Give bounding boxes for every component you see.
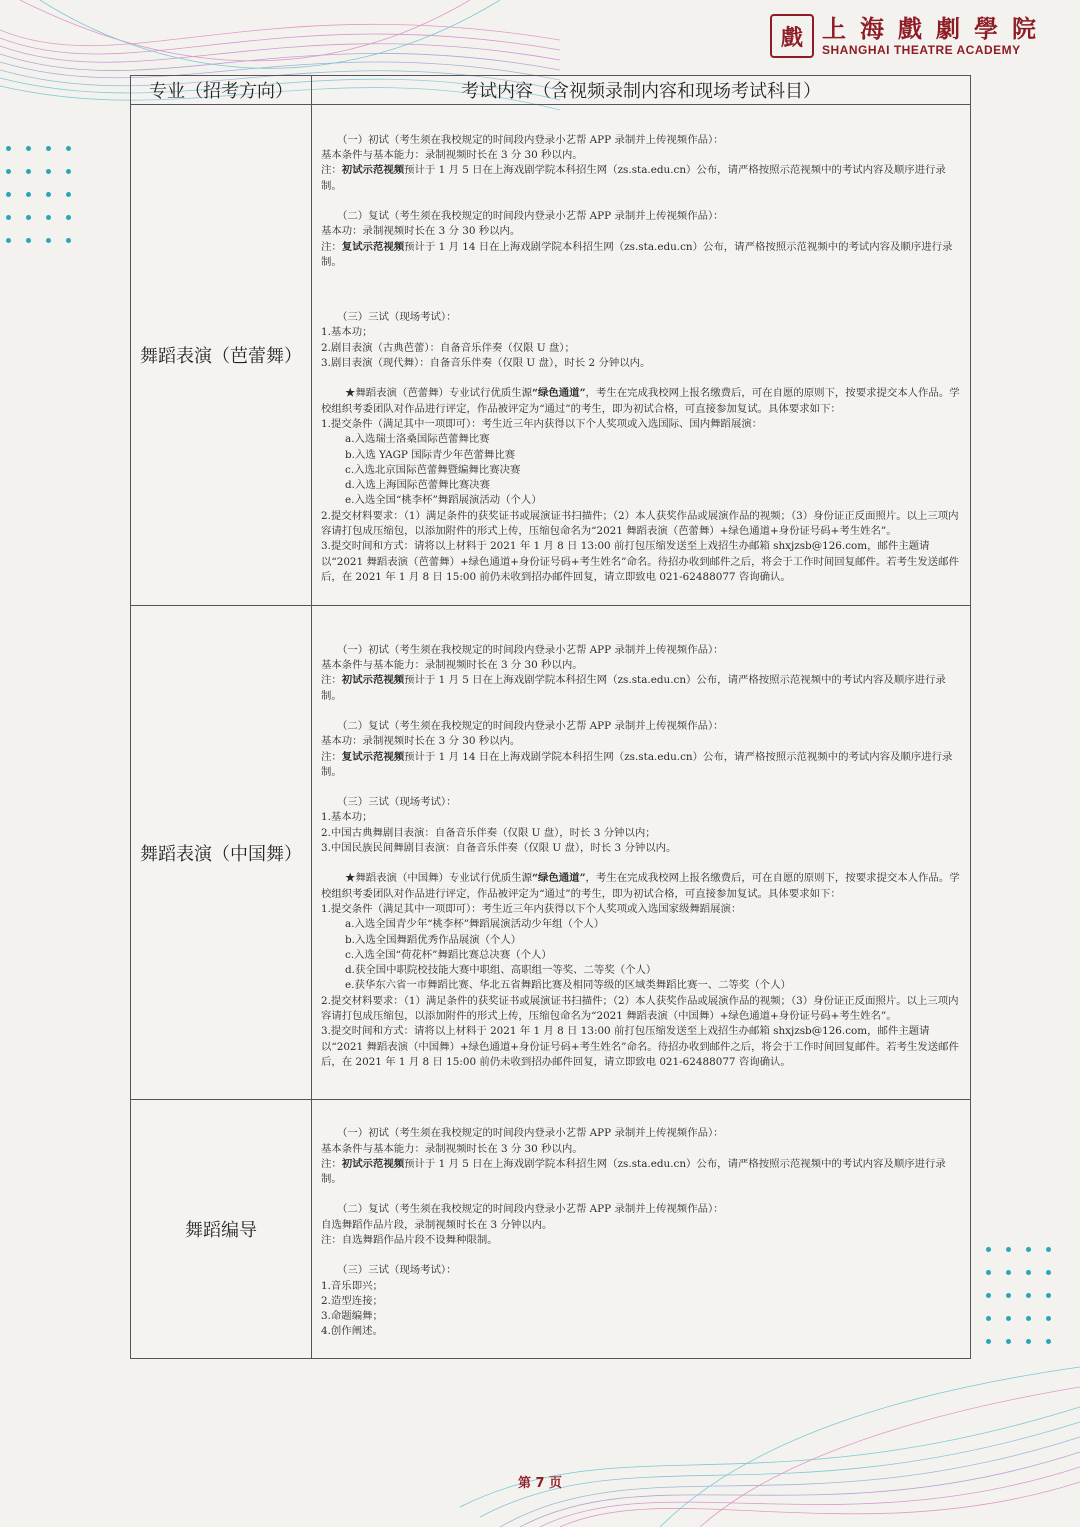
logo-seal-icon: 戲 xyxy=(770,14,814,58)
exam-content xyxy=(312,1100,971,1359)
round-3: （三）三试（现场考试）： 1.基本功； 2.剧目表演（古典芭蕾）：自备音乐伴奏（仅限 U 盘）； 3.剧目表演（现代舞）：自备音乐伴奏（仅限 U 盘），时长 2 分钟以内。 xyxy=(321,311,651,370)
round-1: （一）初试（考生须在我校规定的时间段内登录小艺帮 APP 录制并上传视频作品）： 基本条件与基本能力：录制视频时长在 3 分 30 秒以内。 注：初试示范视频预计于 1 月 5 日在上海戏剧学院本科招生网（zs.sta.edu.cn）公布，请严格按照示范视频中的考试内容及顺序进行录制。 xyxy=(321,1127,946,1186)
exam-content xyxy=(312,606,971,1100)
dot-pattern-right xyxy=(986,1247,1052,1344)
table-header-row xyxy=(131,76,971,105)
major-name: 舞蹈编导 xyxy=(131,1100,312,1359)
page-number: 第 7 页 xyxy=(517,1476,563,1491)
table-row xyxy=(131,1100,971,1359)
round-3: （三）三试（现场考试）： 1.基本功； 2.中国古典舞剧目表演：自备音乐伴奏（仅限 U 盘），时长 3 分钟以内； 3.中国民族民间舞剧目表演：自备音乐伴奏（仅限 U 盘），时长 3 分钟以内。 xyxy=(321,796,677,855)
table-row xyxy=(131,606,971,1100)
round-2: （二）复试（考生须在我校规定的时间段内登录小艺帮 APP 录制并上传视频作品）： 基本功：录制视频时长在 3 分 30 秒以内。 注：复试示范视频预计于 1 月 14 日在上海戏剧学院本科招生网（zs.sta.edu.cn）公布，请严格按照示范视频中的考试内容及顺序进行录制。 xyxy=(321,209,953,268)
round-1: （一）初试（考生须在我校规定的时间段内登录小艺帮 APP 录制并上传视频作品）： 基本条件与基本能力：录制视频时长在 3 分 30 秒以内。 注：初试示范视频预计于 1 月 5 日在上海戏剧学院本科招生网（zs.sta.edu.cn）公布，请严格按照示范视频中的考试内容及顺序进行录制。 xyxy=(321,643,946,702)
green-channel: ★舞蹈表演（中国舞）专业试行优质生源“绿色通道”，考生在完成我校网上报名缴费后，可在自愿的原则下，按要求提交本人作品。学校组织考委团队对作品进行评定，作品被评定为“通过”的考生，即为初试合格，可直接参加复试。具体要求如下： 1.提交条件（满足其中一项即可）：考生近三年内获得以下个人奖项或入选国家级舞蹈展演： a.入选全国青少年“桃李杯”舞蹈展演活动少年组（个人） b.入选全国舞蹈优秀作品展演（个人） c.入选全国“荷花杯”舞蹈比赛总决赛（个人） d.获全国中职院校技能大赛中职组、高职组一等奖、二等奖（个人） e.获华东六省一市舞蹈比赛、华北五省舞蹈比赛及相同等级的区域类舞蹈比赛一、二等奖（个人） 2.提交材料要求：（1）满足条件的获奖证书或展演证书扫描件；（2）本人获奖作品或展演作品的视频；（3）身份证正反面照片。以上三项内容请打包成压缩包，以添加附件的形式上传，压缩包命名为“2021 舞蹈表演（中国舞）+绿色通道+身份证号码+考生姓名”。 3.提交时间和方式：请将以上材料于 2021 年 1 月 8 日 13:00 前打包压缩发送至上戏招生办邮箱 shxjzsb@126.com，邮件主题请以“2021 舞蹈表演（中国舞）+绿色通道+身份证号码+考生姓名”命名。待招办收到邮件之后，将会于工作时间回复邮件。若考生发送邮件后，在 2021 年 1 月 8 日 15:00 前仍未收到招办邮件回复，请立即致电 021-62488077 咨询确认。 xyxy=(321,872,960,1068)
header-major: 专业（招考方向） xyxy=(131,76,312,105)
round-3: （三）三试（现场考试）： 1.音乐即兴； 2.造型连接； 3.命题编舞； 4.创作阐述。 xyxy=(321,1264,457,1338)
exam-content-table xyxy=(130,75,971,1359)
academy-logo xyxy=(770,14,1050,58)
dot-pattern-left xyxy=(6,146,72,243)
logo-chinese-name: 上海戲劇學院 xyxy=(822,14,1050,43)
logo-english-name: SHANGHAI THEATRE ACADEMY xyxy=(822,43,1021,57)
header-content: 考试内容（含视频录制内容和现场考试科目） xyxy=(312,76,971,105)
major-name: 舞蹈表演（中国舞） xyxy=(131,606,312,1100)
round-2: （二）复试（考生须在我校规定的时间段内登录小艺帮 APP 录制并上传视频作品）： 自选舞蹈作品片段，录制视频时长在 3 分钟以内。 注：自选舞蹈作品片段不设舞种限制。 xyxy=(321,1203,724,1246)
exam-content xyxy=(312,105,971,606)
major-name: 舞蹈表演（芭蕾舞） xyxy=(131,105,312,606)
round-1: （一）初试（考生须在我校规定的时间段内登录小艺帮 APP 录制并上传视频作品）： 基本条件与基本能力：录制视频时长在 3 分 30 秒以内。 注：初试示范视频预计于 1 月 5 日在上海戏剧学院本科招生网（zs.sta.edu.cn）公布，请严格按照示范视频中的考试内容及顺序进行录制。 xyxy=(321,133,946,192)
green-channel: ★舞蹈表演（芭蕾舞）专业试行优质生源“绿色通道”，考生在完成我校网上报名缴费后，可在自愿的原则下，按要求提交本人作品。学校组织考委团队对作品进行评定，作品被评定为“通过”的考生，即为初试合格，可直接参加复试。具体要求如下： 1.提交条件（满足其中一项即可）：考生近三年内获得以下个人奖项或入选国际、国内舞蹈展演： a.入选瑞士洛桑国际芭蕾舞比赛 b.入选 YAGP 国际青少年芭蕾舞比赛 c.入选北京国际芭蕾舞暨编舞比赛决赛 d.入选上海国际芭蕾舞比赛决赛 e.入选全国“桃李杯”舞蹈展演活动（个人） 2.提交材料要求：（1）满足条件的获奖证书或展演证书扫描件；（2）本人获奖作品或展演作品的视频；（3）身份证正反面照片。以上三项内容请打包成压缩包，以添加附件的形式上传，压缩包命名为“2021 舞蹈表演（芭蕾舞）+绿色通道+身份证号码+考生姓名”。 3.提交时间和方式：请将以上材料于 2021 年 1 月 8 日 13:00 前打包压缩发送至上戏招生办邮箱 shxjzsb@126.com，邮件主题请以“2021 舞蹈表演（芭蕾舞）+绿色通道+身份证号码+考生姓名”命名。待招办收到邮件之后，将会于工作时间回复邮件。若考生发送邮件后，在 2021 年 1 月 8 日 15:00 前仍未收到招办邮件回复，请立即致电 021-62488077 咨询确认。 xyxy=(321,387,960,583)
round-2: （二）复试（考生须在我校规定的时间段内登录小艺帮 APP 录制并上传视频作品）： 基本功：录制视频时长在 3 分 30 秒以内。 注：复试示范视频预计于 1 月 14 日在上海戏剧学院本科招生网（zs.sta.edu.cn）公布，请严格按照示范视频中的考试内容及顺序进行录制。 xyxy=(321,719,953,778)
table-row xyxy=(131,105,971,606)
